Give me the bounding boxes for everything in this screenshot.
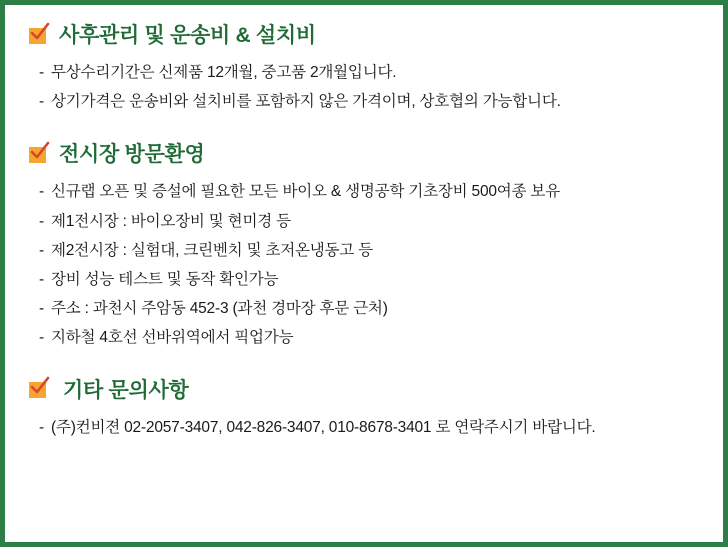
section-title: 기타 문의사항: [63, 378, 189, 402]
list-item: [39, 413, 699, 442]
section-bullet-list: [29, 58, 699, 116]
list-item: [39, 207, 699, 236]
list-item-text: 제2전시장 : 실험대, 크린벤치 및 초저온냉동고 등: [51, 241, 373, 259]
dash-marker: -: [39, 328, 44, 346]
dash-marker: -: [39, 241, 44, 259]
check-mark-icon: [29, 380, 49, 400]
list-item: [39, 177, 699, 206]
section-title: 사후관리 및 운송비 & 설치비: [59, 24, 316, 47]
section-after-service: [29, 23, 699, 116]
section-header: [29, 378, 699, 403]
dash-marker: -: [39, 418, 44, 436]
dash-marker: -: [39, 183, 44, 201]
dash-marker: -: [39, 299, 44, 317]
list-item: [39, 236, 699, 265]
dash-marker: -: [39, 64, 44, 82]
list-item: [39, 87, 699, 116]
section-bullet-list: [29, 413, 699, 442]
section-other-inquiries: [29, 378, 699, 442]
list-item-text: 제1전시장 : 바이오장비 및 현미경 등: [51, 212, 291, 230]
list-item-text: 주소 : 과천시 주암동 452-3 (과천 경마장 후문 근처): [51, 299, 388, 317]
list-item-text: 상기가격은 운송비와 설치비를 포함하지 않은 가격이며, 상호협의 가능합니다.: [51, 93, 561, 111]
document-body: [5, 5, 723, 542]
check-mark-icon: [29, 26, 49, 46]
list-item-text: 무상수리기간은 신제품 12개월, 중고품 2개월입니다.: [51, 64, 397, 82]
list-item-text: 지하철 4호선 선바위역에서 픽업가능: [51, 328, 294, 346]
list-item-text: 장비 성능 테스트 및 동작 확인가능: [51, 270, 279, 288]
list-item: [39, 323, 699, 352]
list-item: [39, 58, 699, 87]
check-mark-icon: [29, 145, 49, 165]
dash-marker: -: [39, 93, 44, 111]
list-item: [39, 294, 699, 323]
section-bullet-list: [29, 177, 699, 351]
section-header: [29, 142, 699, 167]
section-showroom-visit: [29, 142, 699, 351]
list-item: [39, 265, 699, 294]
list-item-text: 신규랩 오픈 및 증설에 필요한 모든 바이오 & 생명공학 기초장비 500여종 보유: [51, 183, 560, 201]
section-title: 전시장 방문환영: [59, 143, 205, 167]
list-item-text: (주)컨비젼 02-2057-3407, 042-826-3407, 010-8678-3401 로 연락주시기 바랍니다.: [51, 418, 596, 436]
section-header: [29, 23, 699, 48]
dash-marker: -: [39, 270, 44, 288]
dash-marker: -: [39, 212, 44, 230]
